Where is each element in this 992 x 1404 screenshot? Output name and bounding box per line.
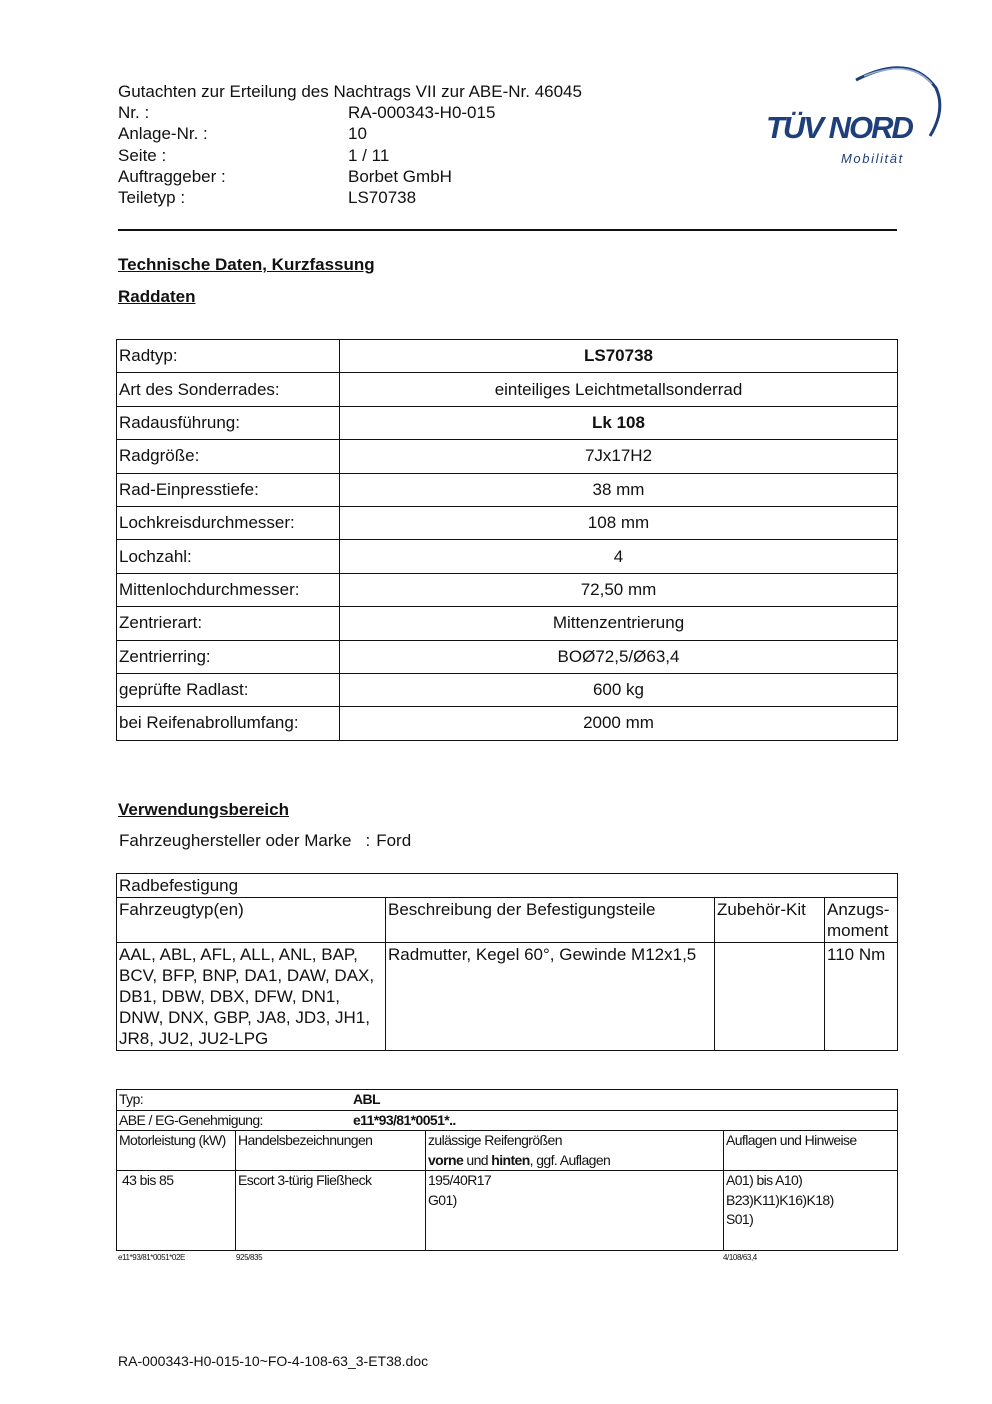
table-row (117, 406, 898, 439)
table-row (117, 707, 898, 740)
wheel-value: 4 (340, 540, 898, 573)
table-row (117, 1171, 898, 1251)
report-title: Gutachten zur Erteilung des Nachtrags VII zur ABE-Nr. 46045 (118, 82, 582, 101)
logo-wordmark: TÜV NORD (766, 110, 912, 145)
abe-value: e11*93/81*0051*.. (353, 1111, 456, 1128)
tyres-front: vorne (428, 1151, 464, 1168)
wheel-value: Lk 108 (340, 406, 898, 439)
typ-label: Typ: (119, 1091, 144, 1107)
header-label: Auftraggeber : (118, 166, 226, 186)
logo-subtitle: Mobilität (841, 151, 904, 166)
wheel-value: 108 mm (340, 506, 898, 539)
tyre-note: G01) (428, 1191, 457, 1208)
header-value: 10 (348, 124, 367, 144)
footnote-bolt-pattern: 4/108/63,4 (723, 1253, 757, 1262)
column-header: Handelsbezeichnungen (236, 1131, 426, 1171)
column-header-tyres (426, 1131, 724, 1171)
maker-label: Fahrzeughersteller oder Marke (119, 831, 352, 850)
table-row (117, 1110, 898, 1131)
header-value: 1 / 11 (348, 145, 390, 165)
wheel-value: 38 mm (340, 473, 898, 506)
tyres-header-sub (428, 1151, 721, 1171)
header-divider (118, 229, 897, 231)
footnote-approval: e11*93/81*0051*02E (118, 1253, 185, 1262)
note-line: A01) bis A10) (726, 1172, 803, 1188)
header-field-seite (118, 145, 582, 166)
table-row (117, 640, 898, 673)
table-row (117, 874, 898, 898)
wheel-label: geprüfte Radlast: (117, 673, 340, 706)
table-row (117, 373, 898, 406)
note-line: B23)K11)K16)K18) (726, 1191, 834, 1208)
section-title-usage: Verwendungsbereich (118, 800, 289, 819)
vehicle-type-table (116, 1089, 898, 1251)
table-row (117, 943, 898, 1051)
wheel-label: Rad-Einpresstiefe: (117, 473, 340, 506)
wheel-label: Radgröße: (117, 440, 340, 473)
table-row (117, 340, 898, 373)
table-row (117, 607, 898, 640)
note-line: S01) (726, 1211, 754, 1227)
fixing-description: Radmutter, Kegel 60°, Gewinde M12x1,5 (386, 943, 715, 1051)
header-value: Borbet GmbH (348, 166, 452, 186)
table-row (117, 506, 898, 539)
wheel-label: Mittenlochdurchmesser: (117, 573, 340, 606)
document-header (118, 81, 582, 208)
abe-label: ABE / EG-Genehmigung: (119, 1111, 263, 1128)
footnote-weights: 925/835 (236, 1253, 263, 1262)
wheel-label: Lochzahl: (117, 540, 340, 573)
header-label: Teiletyp : (118, 188, 186, 208)
maker-value: Ford (376, 831, 412, 850)
table-header-row (117, 898, 898, 943)
header-value: RA-000343-H0-015 (348, 103, 496, 123)
fixing-title: Radbefestigung (117, 874, 898, 898)
tyres-header-line: zulässige Reifengrößen (428, 1132, 562, 1148)
wheel-label: Radtyp: (117, 340, 340, 373)
typ-value: ABL (353, 1091, 380, 1107)
column-header: Anzugs-moment (825, 898, 898, 943)
notes (724, 1171, 898, 1251)
header-label: Nr. : (118, 103, 150, 123)
wheel-label: Zentrierart: (117, 607, 340, 640)
vehicle-types: AAL, ABL, AFL, ALL, ANL, BAP, BCV, BFP, BNP, DA1, DAW, DAX, DB1, DBW, DBX, DFW, DN1, DNW, DNX, GBP, JA8, JD3, JH1, JR8, JU2, JU2-LPG (117, 943, 386, 1051)
header-field-nr (118, 102, 582, 123)
column-header: Beschreibung der Befestigungsteile (386, 898, 715, 943)
wheel-value: Mittenzentrierung (340, 607, 898, 640)
column-header: Zubehör-Kit (715, 898, 825, 943)
wheel-label: bei Reifenabrollumfang: (117, 707, 340, 740)
tyres-and: und (463, 1151, 492, 1168)
wheel-value: 7Jx17H2 (340, 440, 898, 473)
tyres-rear: hinten (491, 1151, 530, 1168)
table-row (117, 473, 898, 506)
wheel-label: Art des Sonderrades: (117, 373, 340, 406)
tuv-nord-logo (760, 58, 944, 170)
tyre-sizes (426, 1171, 724, 1251)
column-header: Fahrzeugtyp(en) (117, 898, 386, 943)
torque-value: 110 Nm (825, 943, 898, 1051)
wheel-value: LS70738 (340, 340, 898, 373)
wheel-value: 2000 mm (340, 707, 898, 740)
maker-separator: : (365, 831, 371, 850)
column-header: Auflagen und Hinweise (724, 1131, 898, 1171)
table-row (117, 1090, 898, 1111)
wheel-label: Zentrierring: (117, 640, 340, 673)
trade-name: Escort 3-türig Fließheck (236, 1171, 426, 1251)
wheel-value: BOØ72,5/Ø63,4 (340, 640, 898, 673)
table-row (117, 440, 898, 473)
table-row (117, 673, 898, 706)
header-label: Seite : (118, 145, 167, 165)
vehicle-maker (119, 831, 411, 851)
wheel-value: einteiliges Leichtmetallsonderrad (340, 373, 898, 406)
accessory-kit (715, 943, 825, 1051)
header-value: LS70738 (348, 188, 417, 208)
tyre-size: 195/40R17 (428, 1172, 492, 1188)
wheel-label: Radausführung: (117, 406, 340, 439)
column-header: Motorleistung (kW) (117, 1131, 236, 1171)
table-row (117, 573, 898, 606)
header-field-auftraggeber (118, 166, 582, 187)
wheel-value: 72,50 mm (340, 573, 898, 606)
table-row (117, 540, 898, 573)
header-field-anlage (118, 123, 582, 144)
wheel-value: 600 kg (340, 673, 898, 706)
document-filename: RA-000343-H0-015-10~FO-4-108-63_3-ET38.doc (118, 1353, 429, 1369)
header-label: Anlage-Nr. : (118, 124, 208, 144)
tyres-tail: , ggf. Auflagen (529, 1151, 611, 1168)
section-title-technical: Technische Daten, Kurzfassung (118, 255, 375, 274)
wheel-data-table (116, 339, 898, 741)
power-value: 43 bis 85 (117, 1171, 236, 1251)
table-header-row (117, 1131, 898, 1171)
header-field-teiletyp (118, 187, 582, 208)
section-subtitle-wheel: Raddaten (118, 287, 196, 306)
wheel-fixing-table (116, 873, 898, 1051)
wheel-label: Lochkreisdurchmesser: (117, 506, 340, 539)
